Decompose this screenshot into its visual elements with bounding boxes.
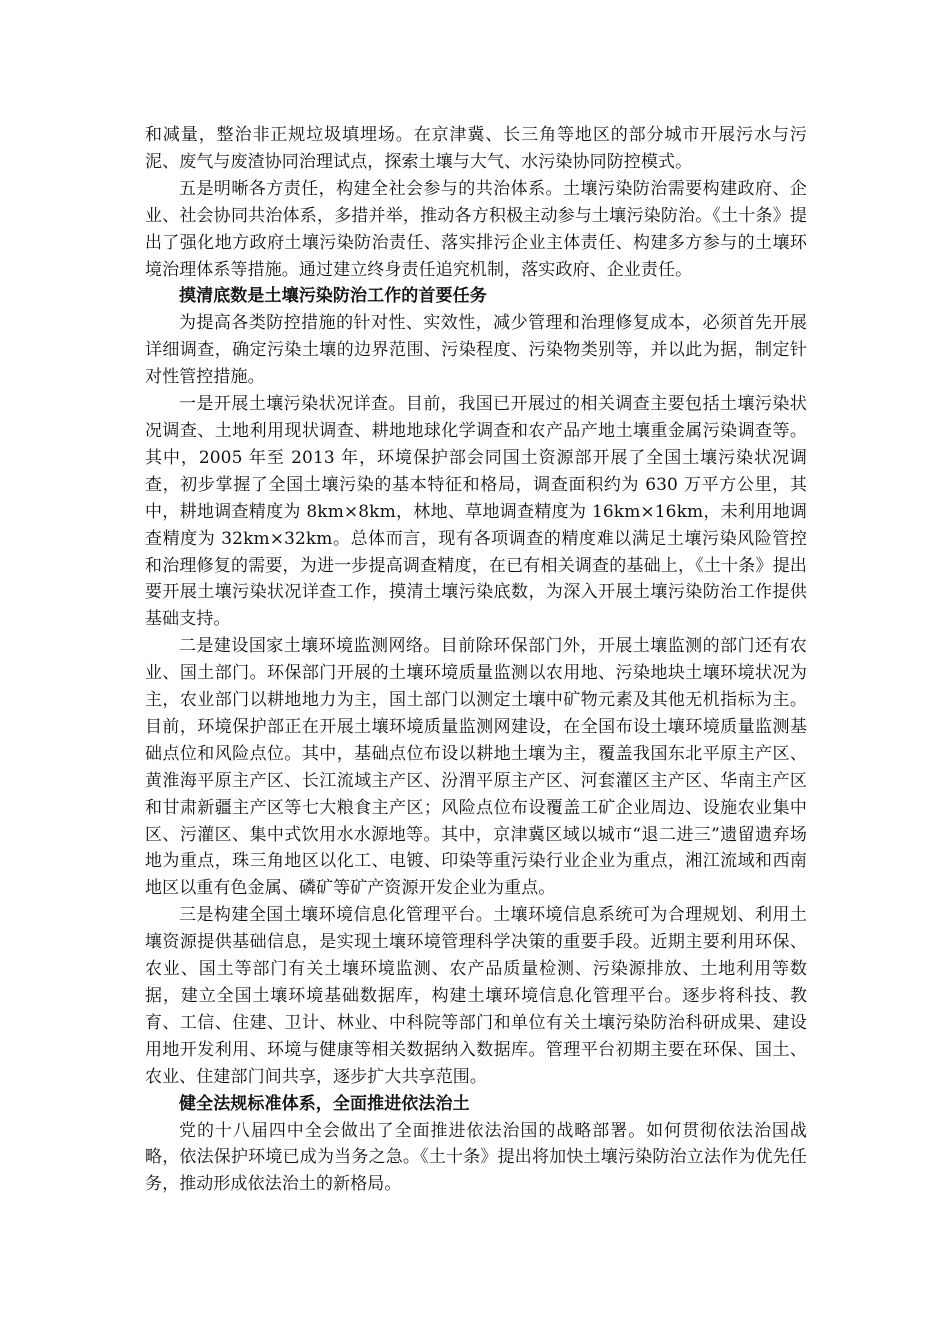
paragraph-2: 五是明晰各方责任，构建全社会参与的共治体系。土壤污染防治需要构建政府、企业、社会协同共治体系，多措并举，推动各方积极主动参与土壤污染防治。《土十条》提出了强化地方政府土壤污染防治责任、落实排污企业主体责任、构建多方参与的土壤环境治理体系等措施。通过建立终身责任追究机制，落实政府、企业责任。 <box>145 178 807 280</box>
section-heading-survey: 摸清底数是土壤污染防治工作的首要任务 <box>179 286 487 307</box>
section-heading-law: 健全法规标准体系，全面推进依法治土 <box>179 1093 470 1114</box>
paragraph-6: 三是构建全国土壤环境信息化管理平台。土壤环境信息系统可为合理规划、利用土壤资源提供基础信息，是实现土壤环境管理科学决策的重要手段。近期主要利用环保、农业、国土等部门有关土壤环境监测、农产品质量检测、污染源排放、土地利用等数据，建立全国土壤环境基础数据库，构建土壤环境信息化管理平台。逐步将科技、教育、工信、住建、卫计、林业、中科院等部门和单位有关土壤污染防治科研成果、建设用地开发利用、环境与健康等相关数据纳入数据库。管理平台初期主要在环保、国土、农业、住建部门间共享，逐步扩大共享范围。 <box>145 905 807 1087</box>
paragraph-4: 一是开展土壤污染状况详查。目前，我国已开展过的相关调查主要包括土壤污染状况调查、土地利用现状调查、耕地地球化学调查和农产品产地土壤重金属污染调查等。其中，2005 年至 2013 年，环境保护部会同国土资源部开展了全国土壤污染状况调查，初步掌握了全国土壤污染的基本特征和格局，调查面积约为 630 万平方公里，其中，耕地调查精度为 8km×8km，林地、草地调查精度为 16km×16km，未利用地调查精度为 32km×32km。总体而言，现有各项调查的精度难以满足土壤污染风险管控和治理修复的需要，为进一步提高调查精度，在已有相关调查的基础上，《土十条》提出要开展土壤污染状况详查工作，摸清土壤污染底数，为深入开展土壤污染防治工作提供基础支持。 <box>145 394 807 630</box>
document-page <box>145 122 807 1198</box>
paragraph-3: 为提高各类防控措施的针对性、实效性，减少管理和治理修复成本，必须首先开展详细调查，确定污染土壤的边界范围、污染程度、污染物类别等，并以此为据，制定针对性管控措施。 <box>145 313 807 388</box>
paragraph-1: 和减量，整治非正规垃圾填埋场。在京津冀、长三角等地区的部分城市开展污水与污泥、废气与废渣协同治理试点，探索土壤与大气、水污染协同防控模式。 <box>145 125 807 172</box>
paragraph-5: 二是建设国家土壤环境监测网络。目前除环保部门外，开展土壤监测的部门还有农业、国土部门。环保部门开展的土壤环境质量监测以农用地、污染地块土壤环境状况为主，农业部门以耕地地力为主，国土部门以测定土壤中矿物元素及其他无机指标为主。目前，环境保护部正在开展土壤环境质量监测网建设，在全国布设土壤环境质量监测基础点位和风险点位。其中，基础点位布设以耕地土壤为主，覆盖我国东北平原主产区、黄淮海平原主产区、长江流域主产区、汾渭平原主产区、河套灌区主产区、华南主产区和甘肃新疆主产区等七大粮食主产区；风险点位布设覆盖工矿企业周边、设施农业集中区、污灌区、集中式饮用水水源地等。其中，京津冀区域以城市“退二进三”遗留遗弃场地为重点，珠三角地区以化工、电镀、印染等重污染行业企业为重点，湘江流域和西南地区以重有色金属、磷矿等矿产资源开发企业为重点。 <box>145 636 807 899</box>
paragraph-7: 党的十八届四中全会做出了全面推进依法治国的战略部署。如何贯彻依法治国战略，依法保护环境已成为当务之急。《土十条》提出将加快土壤污染防治立法作为优先任务，推动形成依法治土的新格局。 <box>145 1120 807 1195</box>
